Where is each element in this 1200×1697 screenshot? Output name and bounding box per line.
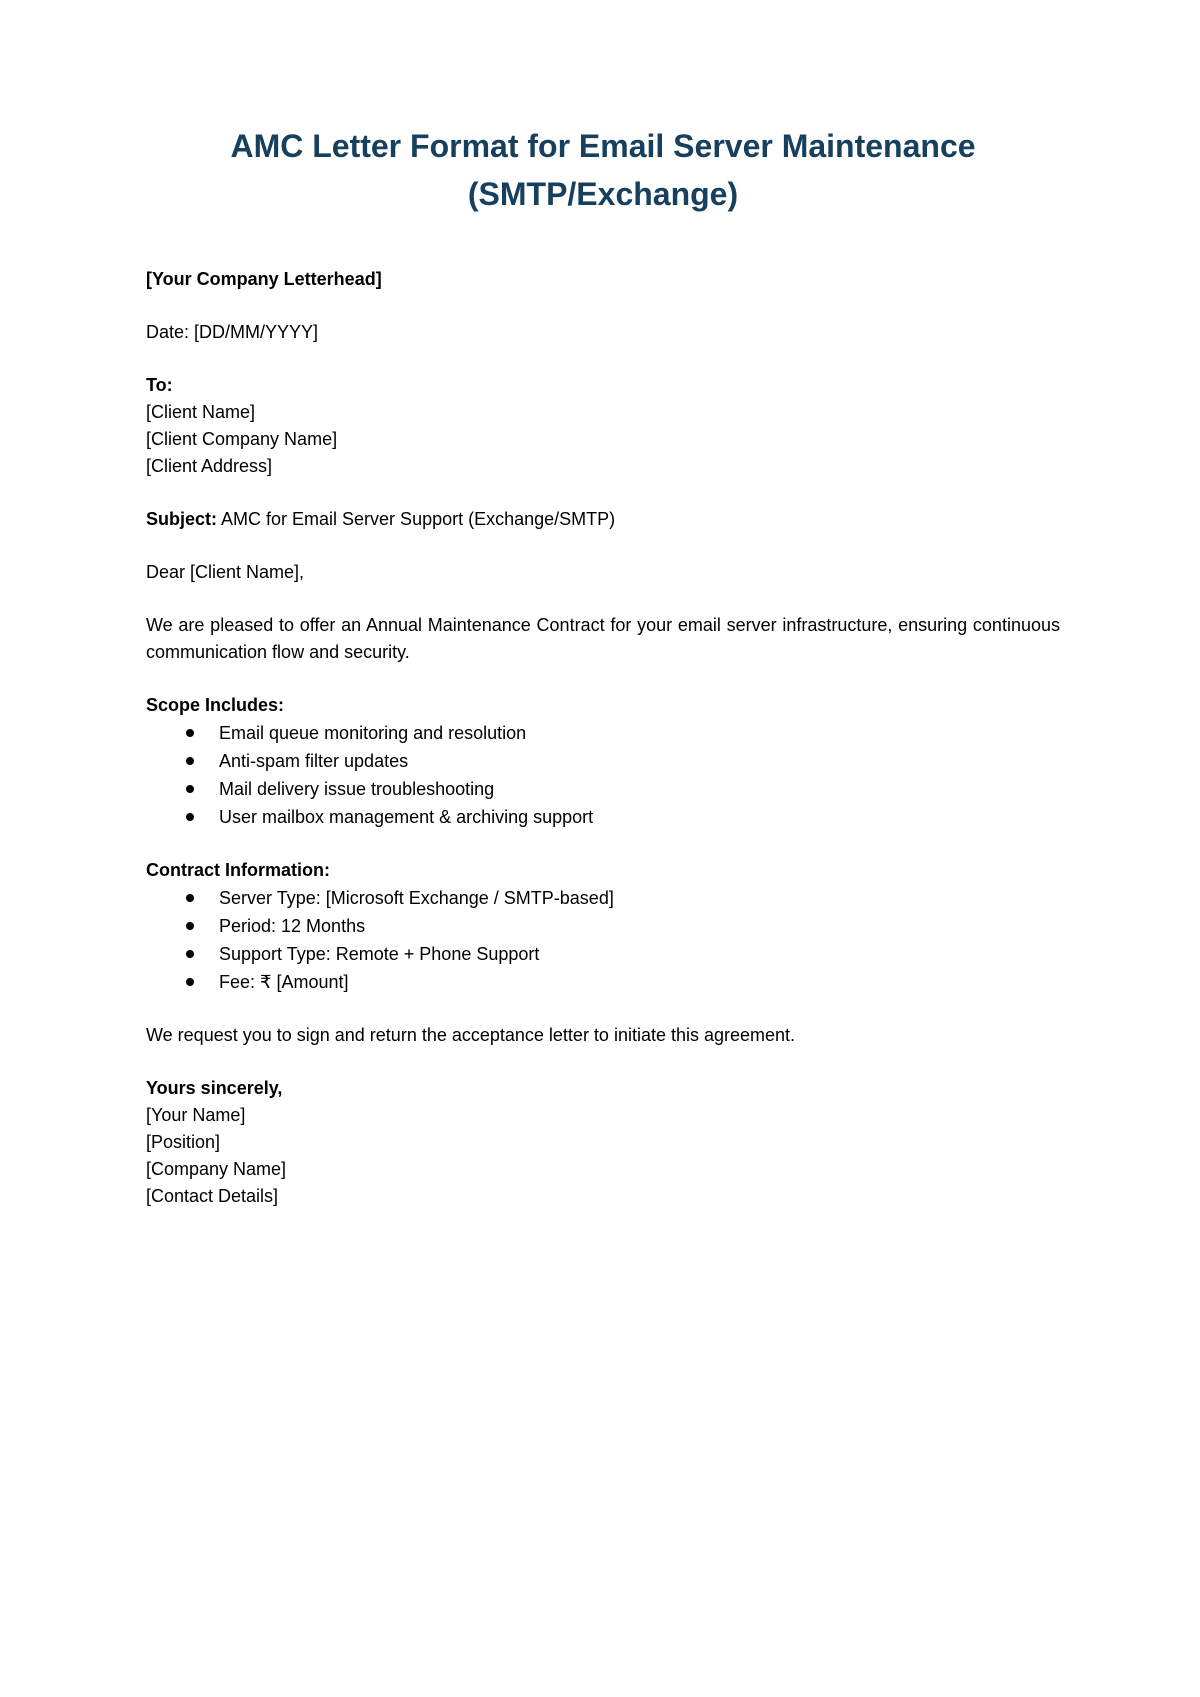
bullet-icon: [186, 729, 194, 737]
recipient-block: [146, 372, 1060, 480]
list-item-text: Fee: ₹ [Amount]: [219, 972, 349, 992]
letter-body: [146, 266, 1060, 1236]
title-line-1: AMC Letter Format for Email Server Maintenance: [230, 128, 976, 164]
client-name: [Client Name]: [146, 402, 256, 422]
contract-section: [146, 857, 1060, 996]
sender-contact: [Contact Details]: [146, 1186, 279, 1206]
bullet-icon: [186, 922, 194, 930]
title-line-2: (SMTP/Exchange): [467, 176, 739, 212]
list-item: [146, 747, 1060, 775]
to-label: To:: [146, 375, 173, 395]
salutation: Dear [Client Name],: [146, 562, 305, 582]
list-item-text: Email queue monitoring and resolution: [219, 723, 527, 743]
bullet-icon: [186, 785, 194, 793]
sender-company: [Company Name]: [146, 1159, 287, 1179]
letterhead-placeholder: [Your Company Letterhead]: [146, 269, 382, 289]
bullet-icon: [186, 978, 194, 986]
date-line: Date: [DD/MM/YYYY]: [146, 322, 319, 342]
list-item: [146, 719, 1060, 747]
subject-label: Subject:: [146, 509, 218, 529]
list-item: [146, 912, 1060, 940]
list-item-text: Support Type: Remote + Phone Support: [219, 944, 540, 964]
scope-list: [146, 719, 1060, 831]
document-title: [146, 122, 1060, 218]
list-item: [146, 940, 1060, 968]
contract-heading: Contract Information:: [146, 860, 330, 880]
request-paragraph: We request you to sign and return the acceptance letter to initiate this agreement.: [146, 1025, 796, 1045]
list-item-text: Anti-spam filter updates: [219, 751, 409, 771]
list-item-text: Mail delivery issue troubleshooting: [219, 779, 495, 799]
list-item-text: Period: 12 Months: [219, 916, 366, 936]
subject-text: AMC for Email Server Support (Exchange/SMTP): [217, 509, 616, 529]
client-company: [Client Company Name]: [146, 429, 338, 449]
subject-line: [146, 506, 1060, 533]
closing-block: [146, 1075, 1060, 1210]
contract-list: [146, 884, 1060, 996]
bullet-icon: [186, 894, 194, 902]
sender-name: [Your Name]: [146, 1105, 246, 1125]
intro-paragraph: We are pleased to offer an Annual Maintenance Contract for your email server infrastructure, ensuring continuous communication flow and security.: [146, 615, 1060, 662]
bullet-icon: [186, 950, 194, 958]
list-item-text: User mailbox management & archiving support: [219, 807, 594, 827]
list-item: [146, 968, 1060, 996]
scope-heading: Scope Includes:: [146, 695, 285, 715]
list-item: [146, 775, 1060, 803]
list-item: [146, 803, 1060, 831]
list-item-text: Server Type: [Microsoft Exchange / SMTP-based]: [219, 888, 614, 908]
sender-position: [Position]: [146, 1132, 221, 1152]
sign-off: Yours sincerely,: [146, 1078, 283, 1098]
bullet-icon: [186, 813, 194, 821]
list-item: [146, 884, 1060, 912]
client-address: [Client Address]: [146, 456, 273, 476]
bullet-icon: [186, 757, 194, 765]
scope-section: [146, 692, 1060, 831]
